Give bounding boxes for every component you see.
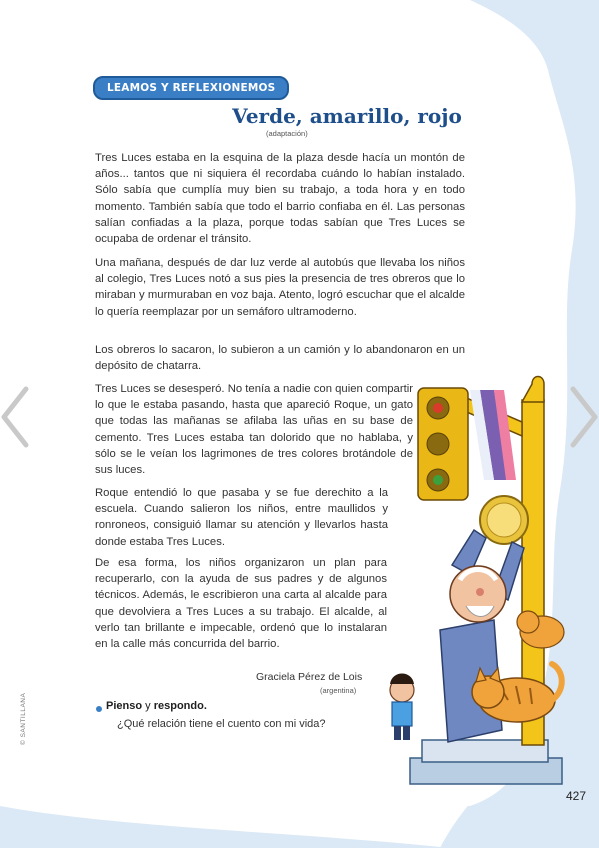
story-paragraph-4: Tres Luces se desesperó. No tenía a nadie con quien compartir lo que le estaba pasando, hasta que apareció Roque, un gato que todas las mañanas se afilaba las uñas en su base de cemento. Tres Luces estaba tan dolorido que no hablaba, y sólo se le veían los lagrimones de tres colores brotándole de sus luces. <box>95 383 413 477</box>
activity-label-period: . <box>203 700 207 712</box>
traffic-light-head <box>418 388 468 500</box>
activity-question: ¿Qué relación tiene el cuento con mi vida? <box>117 718 326 730</box>
activity-label <box>106 700 207 712</box>
previous-page-button[interactable] <box>0 385 34 449</box>
traffic-light-base <box>410 740 562 784</box>
medal-icon <box>470 390 528 544</box>
story-paragraph-5: Roque entendió lo que pasaba y se fue derechito a la escuela. Cuando salieron los niños, entre maullidos y ronroneos, consiguió llamar su atención y llevarlos hasta donde estaba Tres Luces. <box>95 487 388 548</box>
chevron-left-icon <box>4 389 26 445</box>
activity-label-and: y <box>142 700 154 712</box>
title-subtitle: (adaptación) <box>266 129 308 138</box>
child-character <box>390 674 414 741</box>
page-title: Verde, amarillo, rojo <box>232 104 462 128</box>
activity-label-think: Pienso <box>106 700 143 712</box>
story-paragraph-6: De esa forma, los niños organizaron un plan para recuperarlo, con la ayuda de sus padres y de algunos técnicos. Además, le escribieron una carta al alcalde para que devolviera a Tres Luces a su trabajo. El alcalde, al verlo tan brillante e impecable, ordenó que lo instalaran en la calle más concurrida del barrio. <box>95 557 387 651</box>
activity-label-respond: respondo <box>153 700 204 712</box>
story-paragraph-2: Una mañana, después de dar luz verde al autobús que llevaba los niños al colegio, Tres Luces notó a sus pies la presencia de tres obreros que lo miraban y murmuraban en voz baja. Atento, logró escuchar que el alcalde lo quería reemplazar por un semáforo ultramoderno. <box>95 257 465 318</box>
story-author: Graciela Pérez de Lois <box>256 671 363 683</box>
story-paragraph-1: Tres Luces estaba en la esquina de la plaza desde hacía un montón de años... tantos que ni siquiera él recordaba cuándo lo habían instalado. Sólo sabía que cumplía muy bien su trabajo, a toda hora y en todo momento. También sabía que todo el barrio confiaba en él. Las personas salían confiadas a la plaza, porque todas sabían que Tres Luces se ocupaba de ordenar el tránsito. <box>95 152 465 246</box>
chevron-right-icon <box>573 389 595 445</box>
copyright-notice: © SANTILLANA <box>20 692 27 745</box>
author-country: (argentina) <box>320 686 357 695</box>
bullet-icon <box>96 706 102 712</box>
page-number: 427 <box>566 789 587 803</box>
next-page-button[interactable] <box>565 385 599 449</box>
section-label: LEAMOS Y REFLEXIONEMOS <box>93 76 289 100</box>
story-paragraph-3: Los obreros lo sacaron, lo subieron a un camión y lo abandonaron en un depósito de chatarra. <box>95 344 465 373</box>
